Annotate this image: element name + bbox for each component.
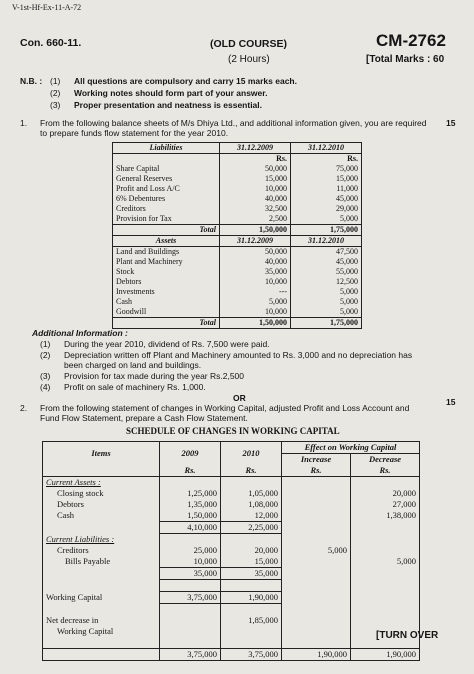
table-row bbox=[43, 545, 420, 556]
liabilities-total-row bbox=[113, 225, 362, 236]
total-marks: [Total Marks : 60 bbox=[366, 54, 445, 65]
nb-item-text: Working notes should form part of your answer. bbox=[74, 88, 268, 98]
increase-value bbox=[282, 488, 351, 499]
nb-item-num: (2) bbox=[50, 88, 61, 98]
question-1-marks: 15 bbox=[446, 118, 456, 128]
total-2009: 1,50,000 bbox=[220, 318, 291, 329]
question-2-line-2: Fund Flow Statement, prepare a Cash Flow Statement. bbox=[40, 413, 248, 423]
table-row bbox=[113, 297, 362, 307]
row-label: Net decrease in bbox=[43, 615, 160, 626]
row-label: 6% Debentures bbox=[113, 194, 220, 204]
value-2009: 35,000 bbox=[220, 267, 291, 277]
value-2010: 12,000 bbox=[221, 510, 282, 522]
table-row bbox=[113, 194, 362, 204]
currency-label: Rs. bbox=[351, 465, 420, 477]
table-row bbox=[43, 499, 420, 510]
additional-item-line: been charged on land and buildings. bbox=[64, 360, 202, 370]
table-row bbox=[113, 247, 362, 258]
nb-item-num: (1) bbox=[50, 76, 61, 86]
decrease-value bbox=[351, 545, 420, 556]
value-2010: 1,85,000 bbox=[221, 615, 282, 626]
current-liabilities-label-row bbox=[43, 534, 420, 546]
table-row bbox=[43, 510, 420, 522]
total-label: Total bbox=[113, 225, 220, 236]
row-label: Share Capital bbox=[113, 164, 220, 174]
year-2010-heading: 31.12.2010 bbox=[291, 143, 362, 154]
value-2010: 20,000 bbox=[221, 545, 282, 556]
total-increase: 1,90,000 bbox=[282, 649, 351, 661]
additional-item-text bbox=[64, 350, 412, 370]
total-2010: 1,75,000 bbox=[291, 318, 362, 329]
table-row bbox=[113, 307, 362, 318]
value-2010: 29,000 bbox=[291, 204, 362, 214]
duration: (2 Hours) bbox=[228, 54, 270, 65]
currency-label: Rs. bbox=[221, 465, 282, 477]
table-row bbox=[113, 214, 362, 225]
additional-item-text: Provision for tax made during the year Rs.2,500 bbox=[64, 371, 245, 381]
decrease-value: 20,000 bbox=[351, 488, 420, 499]
additional-item-num: (1) bbox=[40, 339, 51, 349]
additional-item-num: (3) bbox=[40, 371, 51, 381]
question-2-text bbox=[40, 403, 440, 423]
value-2009: 32,500 bbox=[220, 204, 291, 214]
value-2009: 25,000 bbox=[160, 545, 221, 556]
table-row bbox=[113, 184, 362, 194]
schedule-currency-row bbox=[43, 465, 420, 477]
row-label: Working Capital bbox=[43, 592, 160, 604]
value-2009: 50,000 bbox=[220, 247, 291, 258]
value-2009: 10,000 bbox=[220, 277, 291, 287]
current-liabilities-label bbox=[43, 534, 160, 546]
net-decrease-row bbox=[43, 615, 420, 626]
row-label: Debtors bbox=[113, 277, 220, 287]
row-label: Investments bbox=[113, 287, 220, 297]
current-liabilities-label-text: Current Liabilities : bbox=[46, 533, 115, 544]
row-label: Cash bbox=[43, 510, 160, 522]
decrease-value: 1,38,000 bbox=[351, 510, 420, 522]
question-1-number: 1. bbox=[20, 118, 28, 128]
nb-item bbox=[50, 88, 450, 98]
items-heading: Items bbox=[43, 442, 160, 466]
value-2009: 5,000 bbox=[220, 297, 291, 307]
question-1-text bbox=[40, 118, 440, 138]
current-assets-label-text: Current Assets : bbox=[46, 477, 101, 487]
total-2010: 1,75,000 bbox=[291, 225, 362, 236]
question-1-line-2: to prepare funds flow statement for the year 2010. bbox=[40, 128, 229, 138]
increase-value: 5,000 bbox=[282, 545, 351, 556]
table-row bbox=[113, 277, 362, 287]
question-2-number: 2. bbox=[20, 403, 28, 413]
value-2010: 45,000 bbox=[291, 194, 362, 204]
decrease-heading: Decrease bbox=[351, 454, 420, 466]
balance-sheet-table bbox=[112, 142, 362, 329]
paper-code-con: Con. 660-11. bbox=[20, 37, 82, 49]
spacer-row bbox=[43, 637, 420, 649]
nb-item bbox=[50, 76, 450, 86]
increase-value bbox=[282, 510, 351, 522]
row-label: Goodwill bbox=[113, 307, 220, 318]
total-2009: 35,000 bbox=[160, 568, 221, 580]
additional-information-title: Additional Information : bbox=[32, 328, 128, 338]
value-2009: 1,35,000 bbox=[160, 499, 221, 510]
total-2010: 2,25,000 bbox=[221, 522, 282, 534]
table-row bbox=[113, 174, 362, 184]
liabilities-heading: Liabilities bbox=[113, 143, 220, 154]
additional-item-num: (4) bbox=[40, 382, 51, 392]
value-2010: 1,05,000 bbox=[221, 488, 282, 499]
table-row bbox=[43, 556, 420, 568]
additional-item-text: Profit on sale of machinery Rs. 1,000. bbox=[64, 382, 206, 392]
table-row bbox=[113, 164, 362, 174]
additional-item bbox=[40, 382, 460, 392]
current-assets-label bbox=[43, 477, 160, 489]
or-separator: OR bbox=[233, 393, 246, 403]
spacer-row bbox=[43, 604, 420, 616]
current-assets-label-row bbox=[43, 477, 420, 489]
value-2010: 15,000 bbox=[221, 556, 282, 568]
current-liabilities-total-row bbox=[43, 568, 420, 580]
row-label: Provision for Tax bbox=[113, 214, 220, 225]
value-2009: 10,000 bbox=[220, 184, 291, 194]
nb-label: N.B. : bbox=[20, 76, 43, 86]
total-2010: 35,000 bbox=[221, 568, 282, 580]
spacer-row bbox=[43, 580, 420, 592]
increase-value bbox=[282, 499, 351, 510]
row-label: Profit and Loss A/C bbox=[113, 184, 220, 194]
assets-total-row bbox=[113, 318, 362, 329]
question-1-line-1: From the following balance sheets of M/s Dhiya Ltd., and additional information given, you are required bbox=[40, 118, 427, 128]
nb-item-num: (3) bbox=[50, 100, 61, 110]
schedule-header-row-1 bbox=[43, 442, 420, 454]
decrease-value: 5,000 bbox=[351, 556, 420, 568]
currency-row bbox=[113, 154, 362, 165]
value-2009: 2,500 bbox=[220, 214, 291, 225]
value-2010: 15,000 bbox=[291, 174, 362, 184]
value-2009: 10,000 bbox=[220, 307, 291, 318]
total-label: Total bbox=[113, 318, 220, 329]
value-2009: 1,50,000 bbox=[160, 510, 221, 522]
total-2009: 4,10,000 bbox=[160, 522, 221, 534]
increase-value bbox=[282, 556, 351, 568]
value-2009: --- bbox=[220, 287, 291, 297]
value-2010: 5,000 bbox=[291, 297, 362, 307]
value-2009: 3,75,000 bbox=[160, 592, 221, 604]
additional-item-num: (2) bbox=[40, 350, 51, 360]
working-capital-schedule-table bbox=[42, 441, 420, 661]
nb-item-text: All questions are compulsory and carry 15 marks each. bbox=[74, 76, 297, 86]
table-row bbox=[43, 488, 420, 499]
row-label: General Reserves bbox=[113, 174, 220, 184]
document-reference: V-1st-Hf-Ex-11-A-72 bbox=[12, 3, 82, 12]
year-2009-heading: 2009 bbox=[160, 442, 221, 466]
table-row bbox=[113, 204, 362, 214]
value-2010: 5,000 bbox=[291, 214, 362, 225]
total-2010: 3,75,000 bbox=[221, 649, 282, 661]
assets-heading: Assets bbox=[113, 236, 220, 247]
value-2010: 75,000 bbox=[291, 164, 362, 174]
table-row bbox=[113, 257, 362, 267]
table-row bbox=[113, 287, 362, 297]
value-2010: 1,08,000 bbox=[221, 499, 282, 510]
currency-label: Rs. bbox=[282, 465, 351, 477]
increase-heading: Increase bbox=[282, 454, 351, 466]
total-2009: 1,50,000 bbox=[220, 225, 291, 236]
value-2010: 11,000 bbox=[291, 184, 362, 194]
nb-item bbox=[50, 100, 450, 110]
value-2009: 10,000 bbox=[160, 556, 221, 568]
currency-label: Rs. bbox=[291, 154, 362, 165]
year-2010-heading: 31.12.2010 bbox=[291, 236, 362, 247]
turn-over-label: [TURN OVER bbox=[376, 630, 439, 641]
value-2010: 45,000 bbox=[291, 257, 362, 267]
additional-item-line: Depreciation written off Plant and Machinery amounted to Rs. 3,000 and no depreciation has bbox=[64, 350, 413, 360]
row-label: Creditors bbox=[113, 204, 220, 214]
grand-total-row bbox=[43, 649, 420, 661]
value-2009: 40,000 bbox=[220, 194, 291, 204]
additional-item-text: During the year 2010, dividend of Rs. 7,500 were paid. bbox=[64, 339, 270, 349]
year-2010-heading: 2010 bbox=[221, 442, 282, 466]
liabilities-header-row bbox=[113, 143, 362, 154]
value-2010: 12,500 bbox=[291, 277, 362, 287]
row-label: Stock bbox=[113, 267, 220, 277]
assets-header-row bbox=[113, 236, 362, 247]
row-label: Working Capital bbox=[43, 626, 160, 637]
row-label: Debtors bbox=[43, 499, 160, 510]
effect-heading: Effect on Working Capital bbox=[282, 442, 420, 454]
value-2010: 55,000 bbox=[291, 267, 362, 277]
value-2010: 1,90,000 bbox=[221, 592, 282, 604]
row-label: Cash bbox=[113, 297, 220, 307]
value-2010: 47,500 bbox=[291, 247, 362, 258]
value-2009: 50,000 bbox=[220, 164, 291, 174]
course-label: (OLD COURSE) bbox=[210, 38, 287, 50]
schedule-title: SCHEDULE OF CHANGES IN WORKING CAPITAL bbox=[126, 426, 340, 436]
total-2009: 3,75,000 bbox=[160, 649, 221, 661]
year-2009-heading: 31.12.2009 bbox=[220, 143, 291, 154]
value-2009: 40,000 bbox=[220, 257, 291, 267]
value-2009: 15,000 bbox=[220, 174, 291, 184]
paper-code: CM-2762 bbox=[376, 31, 446, 50]
currency-label: Rs. bbox=[160, 465, 221, 477]
additional-item bbox=[40, 371, 460, 381]
nb-item-text: Proper presentation and neatness is essential. bbox=[74, 100, 263, 110]
row-label: Creditors bbox=[43, 545, 160, 556]
year-2009-heading: 31.12.2009 bbox=[220, 236, 291, 247]
currency-label: Rs. bbox=[220, 154, 291, 165]
row-label: Plant and Machinery bbox=[113, 257, 220, 267]
decrease-value: 27,000 bbox=[351, 499, 420, 510]
question-2-marks: 15 bbox=[446, 397, 456, 407]
total-decrease: 1,90,000 bbox=[351, 649, 420, 661]
value-2010: 5,000 bbox=[291, 307, 362, 318]
net-decrease-row-2 bbox=[43, 626, 420, 637]
row-label: Land and Buildings bbox=[113, 247, 220, 258]
value-2009: 1,25,000 bbox=[160, 488, 221, 499]
additional-item bbox=[40, 350, 460, 370]
working-capital-row bbox=[43, 592, 420, 604]
value-2010: 5,000 bbox=[291, 287, 362, 297]
row-label: Bills Payable bbox=[43, 556, 160, 568]
additional-item bbox=[40, 339, 460, 349]
question-2-line-1: From the following statement of changes in Working Capital, adjusted Profit and Loss Account and bbox=[40, 403, 410, 413]
row-label: Closing stock bbox=[43, 488, 160, 499]
current-assets-total-row bbox=[43, 522, 420, 534]
table-row bbox=[113, 267, 362, 277]
